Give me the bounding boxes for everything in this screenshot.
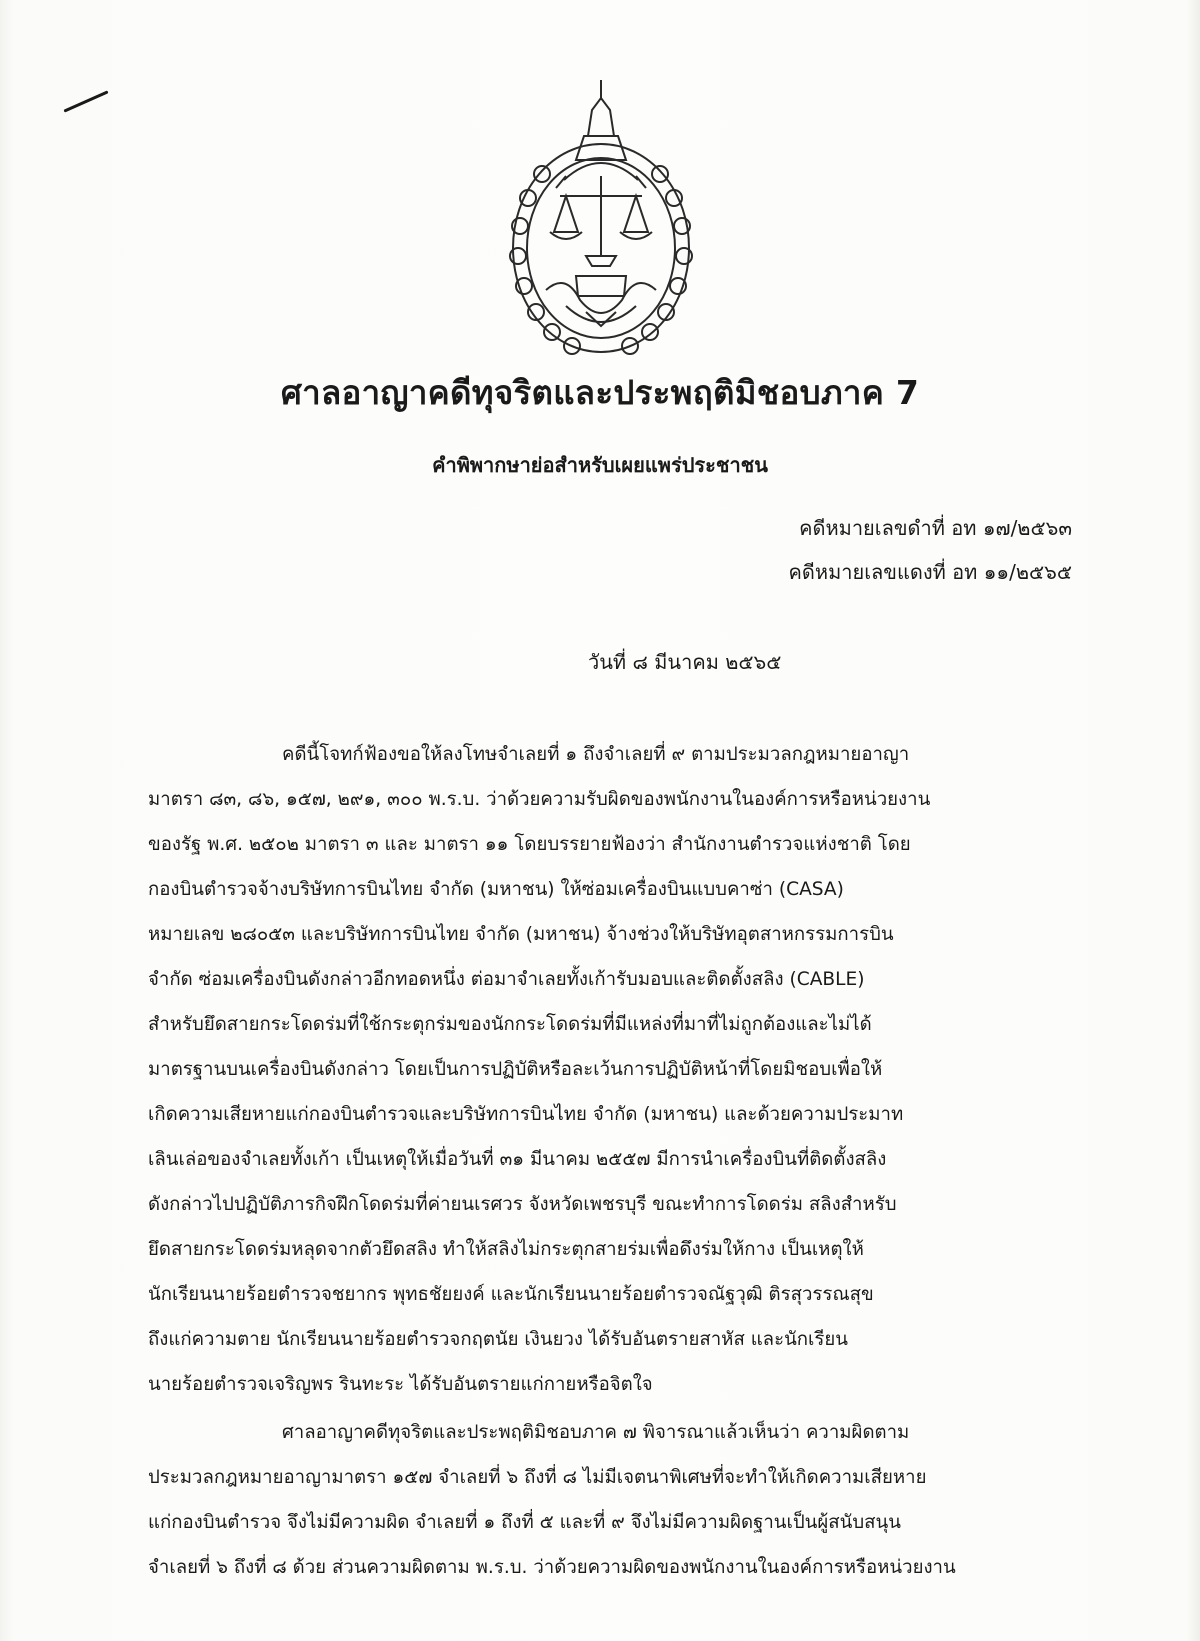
paragraph-line: ดังกล่าวไปปฏิบัติภารกิจฝึกโดดร่มที่ค่ายนเรศวร จังหวัดเพชรบุรี ขณะทำการโดดร่ม สลิงสำหรับ [148,1194,897,1215]
paragraph-line: ของรัฐ พ.ศ. ๒๕๐๒ มาตรา ๓ และ มาตรา ๑๑ โดยบรรยายฟ้องว่า สำนักงานตำรวจแห่งชาติ โดย [148,834,911,855]
paragraph-line: ศาลอาญาคดีทุจริตและประพฤติมิชอบภาค ๗ พิจารณาแล้วเห็นว่า ความผิดตาม [282,1422,910,1443]
paragraph-2 [148,1410,1058,1590]
paragraph-line: ยึดสายกระโดดร่มหลุดจากตัวยึดสลิง ทำให้สลิงไม่กระตุกสายร่มเพื่อดึงร่มให้กาง เป็นเหตุให้ [148,1239,864,1260]
paragraph-line: กองบินตำรวจจ้างบริษัทการบินไทย จำกัด (มหาชน) ให้ซ่อมเครื่องบินแบบคาซ่า (CASA) [148,879,844,900]
paragraph-line: มาตรฐานบนเครื่องบินดังกล่าว โดยเป็นการปฏิบัติหรือละเว้นการปฏิบัติหน้าที่โดยมิชอบเพื่อให้ [148,1059,883,1080]
paragraph-line: สำหรับยึดสายกระโดดร่มที่ใช้กระตุกร่มของนักกระโดดร่มที่มีแหล่งที่มาที่ไม่ถูกต้องและไม่ได้ [148,1014,872,1035]
paragraph-line: หมายเลข ๒๘๐๕๓ และบริษัทการบินไทย จำกัด (มหาชน) จ้างช่วงให้บริษัทอุตสาหกรรมการบิน [148,924,894,945]
black-case-number: คดีหมายเลขดำที่ อท ๑๗/๒๕๖๓ [799,516,1072,540]
paragraph-line: ประมวลกฎหมายอาญามาตรา ๑๕๗ จำเลยที่ ๖ ถึงที่ ๘ ไม่มีเจตนาพิเศษที่จะทำให้เกิดความเสียหาย [148,1467,927,1488]
red-case-number: คดีหมายเลขแดงที่ อท ๑๑/๒๕๖๕ [788,560,1072,584]
paragraph-line: จำเลยที่ ๖ ถึงที่ ๘ ด้วย ส่วนความผิดตาม พ.ร.บ. ว่าด้วยความผิดของพนักงานในองค์การหรือหน่วยงาน [148,1557,956,1578]
document-title: คำพิพากษาย่อสำหรับเผยแพร่ประชาชน [432,453,768,477]
paragraph-line: คดีนี้โจทก์ฟ้องขอให้ลงโทษจำเลยที่ ๑ ถึงจำเลยที่ ๙ ตามประมวลกฎหมายอาญา [282,744,910,765]
paragraph-line: เลินเล่อของจำเลยทั้งเก้า เป็นเหตุให้เมื่อวันที่ ๓๑ มีนาคม ๒๕๕๗ มีการนำเครื่องบินที่ติดตั้งสลิง [148,1149,887,1170]
pen-mark [63,90,108,112]
paragraph-line: นายร้อยตำรวจเจริญพร รินทะระ ได้รับอันตรายแก่กายหรือจิตใจ [148,1374,653,1395]
paragraph-line: จำกัด ซ่อมเครื่องบินดังกล่าวอีกทอดหนึ่ง ต่อมาจำเลยทั้งเก้ารับมอบและติดตั้งสลิง (CABLE) [148,969,865,990]
paragraph-line: แก่กองบินตำรวจ จึงไม่มีความผิด จำเลยที่ ๑ ถึงที่ ๕ และที่ ๙ จึงไม่มีความผิดฐานเป็นผู้สนับสนุน [148,1512,901,1533]
paragraph-line: นักเรียนนายร้อยตำรวจชยากร พุทธชัยยงค์ และนักเรียนนายร้อยตำรวจณัฐวุฒิ ติรสุวรรณสุข [148,1284,874,1305]
judgment-date: วันที่ ๘ มีนาคม ๒๕๖๕ [588,650,782,674]
emblem-icon [506,76,696,358]
paragraph-line: มาตรา ๘๓, ๘๖, ๑๕๗, ๒๙๑, ๓๐๐ พ.ร.บ. ว่าด้วยความรับผิดของพนักงานในองค์การหรือหน่วยงาน [148,789,931,810]
paragraph-1 [148,732,1058,1407]
court-name: ศาลอาญาคดีทุจริตและประพฤติมิชอบภาค 7 [280,373,920,412]
paragraph-line: เกิดความเสียหายแก่กองบินตำรวจและบริษัทการบินไทย จำกัด (มหาชน) และด้วยความประมาท [148,1104,904,1125]
paragraph-line: ถึงแก่ความตาย นักเรียนนายร้อยตำรวจกฤตนัย เงินยวง ได้รับอันตรายสาหัส และนักเรียน [148,1329,848,1350]
